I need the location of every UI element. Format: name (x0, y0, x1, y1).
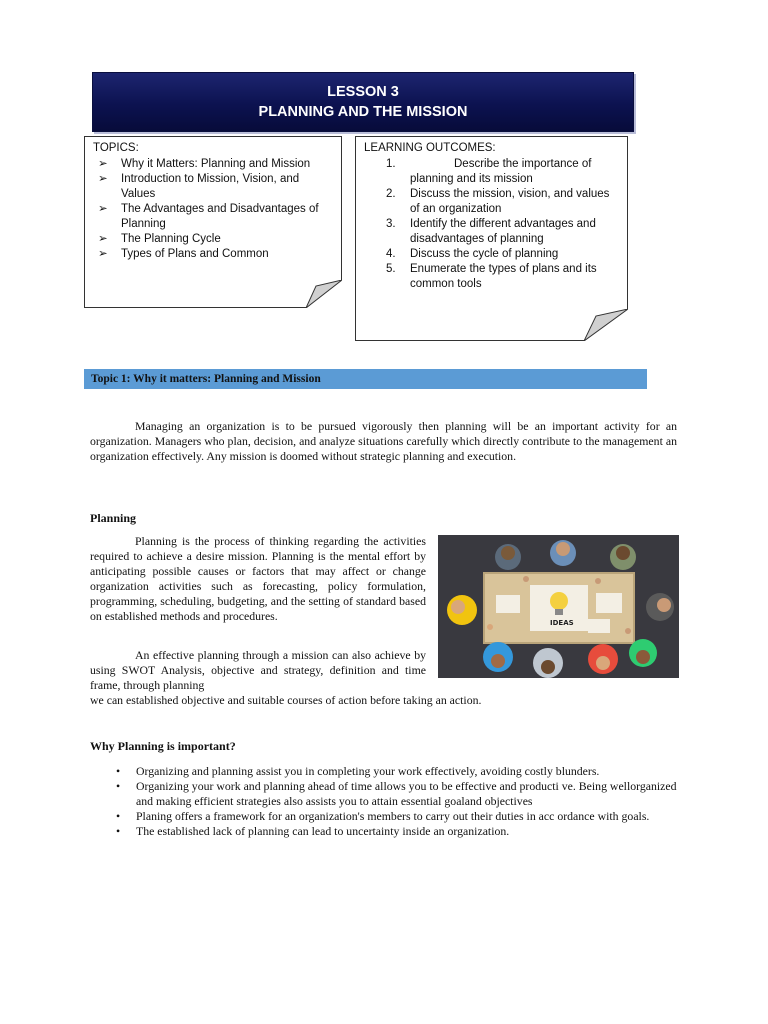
outcome-item: 5. Enumerate the types of plans and its common tools (386, 263, 597, 290)
topics-box (84, 136, 342, 308)
arrow-bullet-icon: ➢ (98, 233, 108, 245)
list-item: • The established lack of planning can lead to uncertainty inside an organization. (116, 824, 510, 838)
bullet-icon: • (116, 824, 121, 838)
topic-item: ➢ The Advantages and Disadvantages of Planning (98, 203, 319, 230)
why-list (110, 764, 678, 839)
topics-title: TOPICS: (93, 142, 139, 154)
list-item: • Organizing your work and planning ahead of time allows you to be effective and producti ve. Being wellorganized and making efficient strategies also assists you to attain essential goaland objectives (116, 779, 677, 808)
topics-list (93, 157, 333, 262)
topic-item: ➢ Introduction to Mission, Vision, and Values (98, 173, 300, 200)
planning-heading: Planning (90, 511, 137, 525)
lesson-banner (92, 72, 634, 132)
outcome-item: 2. Discuss the mission, vision, and values of an organization (386, 188, 610, 215)
swot-paragraph-continued: we can established objective and suitable courses of action before taking an action. (90, 693, 482, 707)
planning-paragraph: Planning is the process of thinking regarding the activities required to achieve a desire mission. Planning is the mental effort by anticipating possible causes or factors that may affect or change organization activities such as forecasting, policy formulation, programming, scheduling, budgeting, and the setting of standard based on established methods and procedures. (90, 534, 426, 623)
meeting-photo (438, 535, 679, 678)
ideas-label: IDEAS (550, 619, 574, 627)
outcomes-title: LEARNING OUTCOMES: (364, 142, 496, 154)
list-item: • Organizing and planning assist you in completing your work effectively, avoiding costly blunders. (116, 764, 600, 778)
outcome-item: 3. Identify the different advantages and disadvantages of planning (386, 218, 596, 245)
intro-paragraph: Managing an organization is to be pursued vigorously then planning will be an important activity for an organization. Managers who plan, decision, and analyze situations carefully which directly contribute to the management an organization effectively. Any mission is doomed without strategic planning and execution. (90, 419, 677, 463)
outcomes-list (364, 157, 619, 292)
swot-paragraph: An effective planning through a mission can also achieve by using SWOT Analysis, objective and strategy, definition and time frame, through planning (90, 648, 426, 692)
outcomes-box (355, 136, 628, 341)
lesson-title: PLANNING AND THE MISSION (258, 104, 468, 120)
why-heading: Why Planning is important? (90, 739, 236, 753)
bullet-icon: • (116, 809, 121, 823)
arrow-bullet-icon: ➢ (98, 158, 108, 170)
folded-corner-icon (584, 309, 628, 341)
team-meeting-image (438, 535, 679, 678)
topic-header: Topic 1: Why it matters: Planning and Mission (84, 369, 647, 389)
outcome-item: 4. Discuss the cycle of planning (386, 248, 559, 260)
lesson-number: LESSON 3 (327, 84, 399, 100)
list-item: • Planing offers a framework for an organization's members to carry out their duties in acc ordance with goals. (116, 809, 650, 823)
arrow-bullet-icon: ➢ (98, 173, 108, 185)
topic-item: ➢ The Planning Cycle (98, 233, 221, 245)
topic-item: ➢ Why it Matters: Planning and Mission (98, 158, 311, 170)
folded-corner-icon (306, 280, 342, 308)
bullet-icon: • (116, 764, 121, 778)
bullet-icon: • (116, 779, 121, 793)
outcome-item: 1. Describe the importance of planning and its mission (386, 158, 592, 185)
arrow-bullet-icon: ➢ (98, 248, 108, 260)
arrow-bullet-icon: ➢ (98, 203, 108, 215)
topic-item: ➢ Types of Plans and Common (98, 248, 269, 260)
